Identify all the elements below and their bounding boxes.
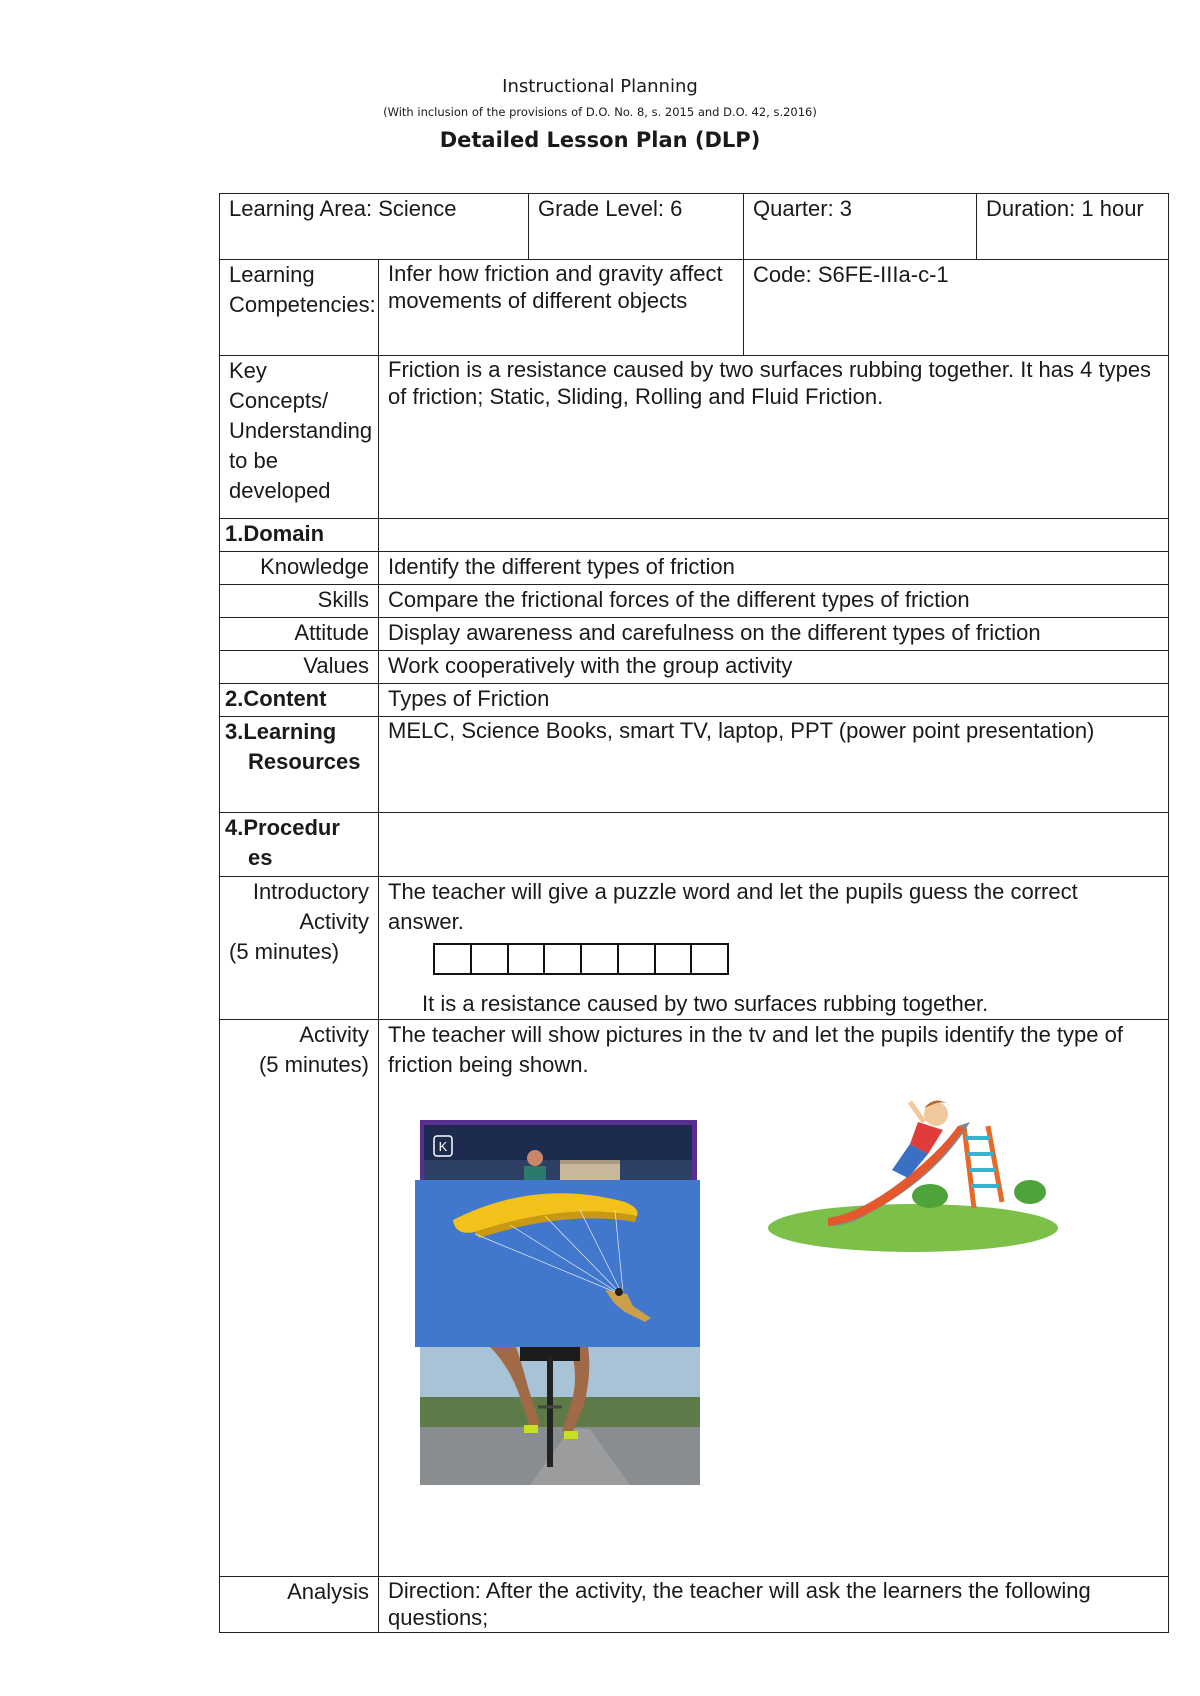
competency-text: Infer how friction and gravity affect movements of different objects bbox=[379, 260, 744, 356]
puzzle-box bbox=[656, 945, 693, 973]
procedures-label bbox=[220, 813, 379, 877]
procedures-row bbox=[220, 813, 1169, 877]
skills-row bbox=[220, 585, 1169, 618]
content-text: Types of Friction bbox=[379, 684, 1169, 717]
doc-heading: Instructional Planning bbox=[502, 76, 698, 97]
lesson-plan-table bbox=[219, 193, 1169, 1633]
paraglider-picture bbox=[415, 1180, 700, 1347]
skills-label: Skills bbox=[220, 585, 379, 618]
doc-subheading: (With inclusion of the provisions of D.O. No. 8, s. 2015 and D.O. 42, s.2016) bbox=[383, 105, 817, 119]
activity-label-line2: (5 minutes) bbox=[258, 1052, 369, 1077]
analysis-row bbox=[220, 1577, 1169, 1633]
puzzle-clue: It is a resistance caused by two surfaces rubbing together. bbox=[422, 991, 989, 1016]
puzzle-box bbox=[582, 945, 619, 973]
puzzle-box bbox=[545, 945, 582, 973]
activity-text: The teacher will show pictures in the tv and let the pupils identify the type of friction being shown. bbox=[388, 1022, 1123, 1077]
competency-row bbox=[220, 260, 1169, 356]
content-row bbox=[220, 684, 1169, 717]
domain-empty bbox=[379, 519, 1169, 552]
analysis-text: Direction: After the activity, the teacher will ask the learners the following questions; bbox=[379, 1577, 1169, 1633]
resources-label-line1: 3.Learning bbox=[225, 719, 337, 744]
logo-k-text: K bbox=[438, 1139, 448, 1154]
procedures-label-line1: 4.Procedur bbox=[225, 815, 340, 840]
knowledge-row bbox=[220, 552, 1169, 585]
attitude-text: Display awareness and carefulness on the different types of friction bbox=[379, 618, 1169, 651]
puzzle-box bbox=[619, 945, 656, 973]
introductory-row bbox=[220, 877, 1169, 1020]
procedures-label-line2: es bbox=[248, 845, 273, 870]
puzzle-word-boxes bbox=[433, 943, 729, 975]
activity-cell bbox=[379, 1020, 1169, 1577]
puzzle-box bbox=[692, 945, 727, 973]
domain-label: 1.Domain bbox=[220, 519, 379, 552]
child-on-slide-picture bbox=[768, 1096, 1058, 1256]
doc-title: Detailed Lesson Plan (DLP) bbox=[439, 128, 761, 152]
activity-pictures bbox=[388, 1080, 1159, 1550]
analysis-label: Analysis bbox=[220, 1577, 379, 1633]
resources-text: MELC, Science Books, smart TV, laptop, PPT (power point presentation) bbox=[379, 717, 1169, 813]
puzzle-box bbox=[472, 945, 509, 973]
duration-cell: Duration: 1 hour bbox=[977, 194, 1169, 260]
info-row bbox=[220, 194, 1169, 260]
procedures-empty bbox=[379, 813, 1169, 877]
knowledge-label: Knowledge bbox=[220, 552, 379, 585]
key-concepts-label: Key Concepts/ Understanding to be developed bbox=[220, 356, 379, 519]
domain-row bbox=[220, 519, 1169, 552]
knowledge-text: Identify the different types of friction bbox=[379, 552, 1169, 585]
attitude-label: Attitude bbox=[220, 618, 379, 651]
competency-code: Code: S6FE-IIIa-c-1 bbox=[744, 260, 1169, 356]
resources-label-line2: Resources bbox=[248, 749, 361, 774]
competency-label: Learning Competencies: bbox=[220, 260, 379, 356]
resources-row bbox=[220, 717, 1169, 813]
values-text: Work cooperatively with the group activity bbox=[379, 651, 1169, 684]
quarter-cell: Quarter: 3 bbox=[744, 194, 977, 260]
learning-area-cell: Learning Area: Science bbox=[220, 194, 529, 260]
values-label: Values bbox=[220, 651, 379, 684]
introductory-label-line2: (5 minutes) bbox=[229, 939, 340, 964]
activity-label bbox=[220, 1020, 379, 1577]
key-concepts-text: Friction is a resistance caused by two surfaces rubbing together. It has 4 types of friction; Static, Sliding, Rolling and Fluid Friction. bbox=[379, 356, 1169, 519]
cyclist-picture bbox=[420, 1347, 700, 1485]
values-row bbox=[220, 651, 1169, 684]
introductory-label-line1: Introductory Activity bbox=[252, 879, 369, 934]
attitude-row bbox=[220, 618, 1169, 651]
skills-text: Compare the frictional forces of the different types of friction bbox=[379, 585, 1169, 618]
activity-row bbox=[220, 1020, 1169, 1577]
grade-level-cell: Grade Level: 6 bbox=[529, 194, 744, 260]
resources-label bbox=[220, 717, 379, 813]
introductory-text: The teacher will give a puzzle word and let the pupils guess the correct answer. bbox=[388, 879, 1078, 934]
puzzle-box bbox=[435, 945, 472, 973]
puzzle-box bbox=[509, 945, 546, 973]
introductory-cell bbox=[379, 877, 1169, 1020]
activity-label-line1: Activity bbox=[299, 1022, 369, 1047]
content-label: 2.Content bbox=[220, 684, 379, 717]
key-concepts-row bbox=[220, 356, 1169, 519]
introductory-label bbox=[220, 877, 379, 1020]
